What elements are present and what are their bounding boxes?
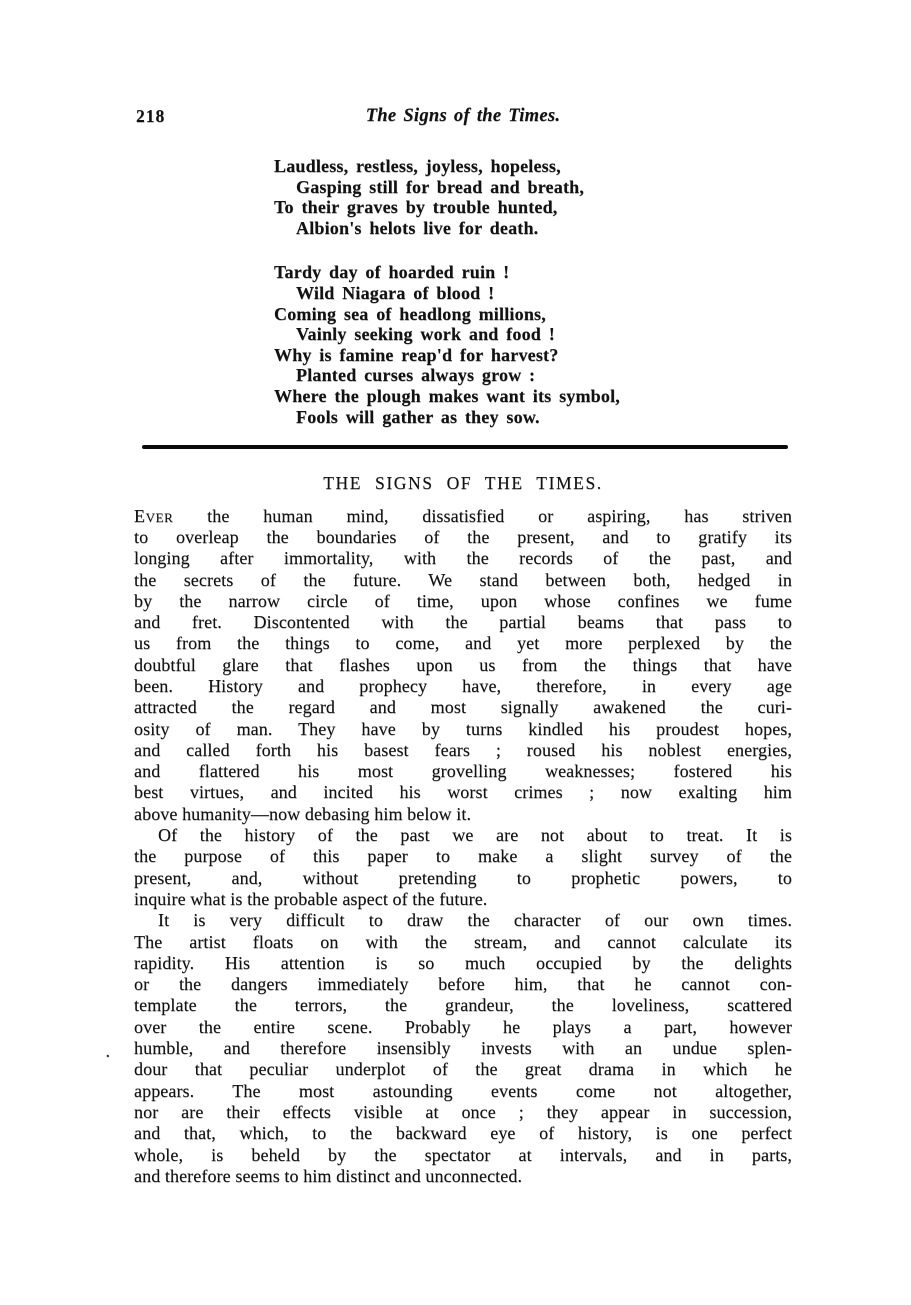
body-text-line: and called forth his basest fears ; roused his noblest energies, <box>134 739 792 760</box>
body-text-line: It is very difficult to draw the character of our own times. <box>158 910 792 931</box>
body-text-line: us from the things to come, and yet more perplexed by the <box>134 633 792 654</box>
poem-line: Coming sea of headlong millions, <box>274 303 546 324</box>
body-text-line: been. History and prophecy have, therefore, in every age <box>134 676 792 696</box>
article-body <box>134 506 792 1188</box>
body-text-line: appears. The most astounding events come not altogether, <box>134 1080 792 1101</box>
paragraph <box>134 825 792 910</box>
body-text-line: over the entire scene. Probably he plays a part, however <box>134 1016 792 1037</box>
poem <box>274 156 792 427</box>
paragraph <box>134 910 792 1187</box>
section-divider-rule <box>142 445 788 449</box>
page-header <box>134 106 792 130</box>
body-text-line: doubtful glare that flashes upon us from the things that have <box>134 654 792 675</box>
body-text-line: Ever the human mind, dissatisfied or aspiring, has striven <box>134 505 792 526</box>
poem-line: Where the plough makes want its symbol, <box>274 385 620 406</box>
poem-line: Gasping still for bread and breath, <box>296 176 585 197</box>
poem-line: Albion's helots live for death. <box>296 217 539 238</box>
poem-stanza <box>274 156 792 238</box>
body-text-line: osity of man. They have by turns kindled his proudest hopes, <box>134 718 792 739</box>
ink-speck: . <box>106 1046 110 1061</box>
body-text-line: whole, is beheld by the spectator at intervals, and in parts, <box>134 1144 792 1165</box>
body-text-line: template the terrors, the grandeur, the loveliness, scattered <box>134 995 792 1016</box>
body-text-line: to overleap the boundaries of the present, and to gratify its <box>134 526 792 547</box>
poem-line: Vainly seeking work and food ! <box>296 324 555 345</box>
body-text-line: The artist floats on with the stream, and cannot calculate its <box>134 931 792 952</box>
poem-line: Planted curses always grow : <box>296 365 536 386</box>
body-text-line: and that, which, to the backward eye of history, is one perfect <box>134 1123 792 1144</box>
poem-line: Fools will gather as they sow. <box>296 406 540 427</box>
body-text-line: longing after immortality, with the records of the past, and <box>134 548 792 569</box>
body-text-line: attracted the regard and most signally awakened the curi- <box>134 697 792 718</box>
body-text-line: above humanity—now debasing him below it. <box>134 803 472 824</box>
poem-line: Wild Niagara of blood ! <box>296 282 495 303</box>
page-number: 218 <box>136 106 166 126</box>
body-text-line: best virtues, and incited his worst crimes ; now exalting him <box>134 782 792 803</box>
body-text-line: or the dangers immediately before him, that he cannot con- <box>134 974 792 995</box>
body-text-line: dour that peculiar underplot of the great drama in which he <box>134 1059 792 1080</box>
body-text-line: the secrets of the future. We stand between both, hedged in <box>134 569 792 590</box>
body-text-line: present, and, without pretending to prophetic powers, to <box>134 867 792 888</box>
poem-line: To their graves by trouble hunted, <box>274 197 558 218</box>
body-text-line: by the narrow circle of time, upon whose confines we fume <box>134 590 792 611</box>
page-content <box>134 106 792 1187</box>
article-heading: THE SIGNS OF THE TIMES. <box>323 472 603 493</box>
body-text-line: and flattered his most grovelling weaknesses; fostered his <box>134 761 792 782</box>
poem-line: Why is famine reap'd for harvest? <box>274 344 559 365</box>
poem-stanza <box>274 262 792 427</box>
body-text-line: rapidity. His attention is so much occupied by the delights <box>134 952 792 973</box>
body-text-line: nor are their effects visible at once ; they appear in succession, <box>134 1101 792 1122</box>
poem-line: Tardy day of hoarded ruin ! <box>274 262 510 283</box>
body-text-line: Of the history of the past we are not about to treat. It is <box>158 825 792 846</box>
running-head: The Signs of the Times. <box>365 106 561 126</box>
body-text-line: inquire what is the probable aspect of the future. <box>134 888 488 909</box>
body-text-line: the purpose of this paper to make a slight survey of the <box>134 846 792 867</box>
paragraph <box>134 506 792 825</box>
poem-line: Laudless, restless, joyless, hopeless, <box>274 156 561 176</box>
body-text-line: humble, and therefore insensibly invests with an undue splen- <box>134 1038 792 1059</box>
body-text-line: and fret. Discontented with the partial beams that pass to <box>134 612 792 633</box>
body-text-line: and therefore seems to him distinct and unconnected. <box>134 1165 523 1186</box>
lead-word-small-caps: Ever <box>134 505 174 526</box>
